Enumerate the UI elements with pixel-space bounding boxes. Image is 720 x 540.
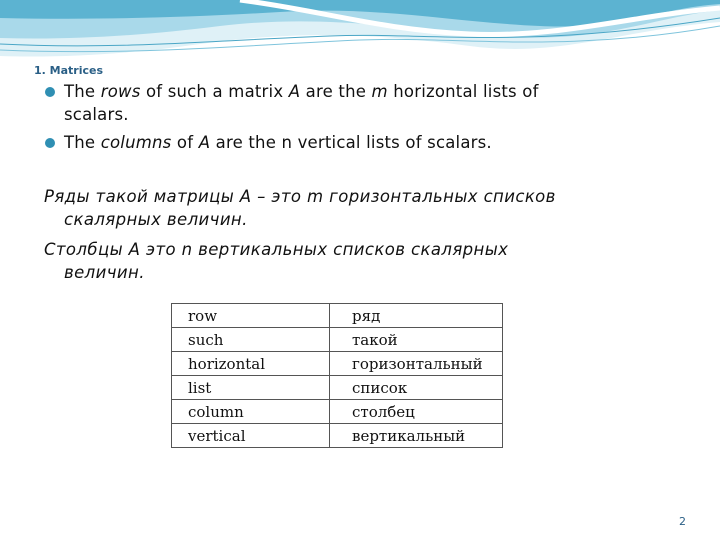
- bullet-text: scalars.: [64, 105, 129, 124]
- bullet-columns: [44, 131, 644, 154]
- bullet-text: The: [64, 133, 101, 152]
- term-rows: rows: [100, 82, 141, 101]
- english-term: such: [172, 328, 330, 352]
- russian-term: горизонтальный: [330, 352, 503, 376]
- bullet-dot-icon: [45, 138, 55, 148]
- english-term: horizontal: [172, 352, 330, 376]
- english-term: list: [172, 376, 330, 400]
- decorative-wave-banner: [0, 0, 720, 80]
- russian-term: ряд: [330, 304, 503, 328]
- bullet-list: [44, 80, 644, 159]
- table-row: [172, 352, 503, 376]
- russian-translation-rows: [44, 185, 664, 231]
- english-term: vertical: [172, 424, 330, 448]
- russian-term: столбец: [330, 400, 503, 424]
- ru-text-line: скалярных величин.: [64, 210, 248, 229]
- table-row: [172, 304, 503, 328]
- russian-translation-columns: [44, 238, 664, 284]
- var-a: A: [288, 82, 301, 101]
- bullet-text: of such a matrix: [140, 82, 289, 101]
- bullet-dot-icon: [45, 87, 55, 97]
- ru-text-line: Столбцы A это n вертикальных списков скалярных: [44, 240, 509, 259]
- russian-term: список: [330, 376, 503, 400]
- russian-term: вертикальный: [330, 424, 503, 448]
- bullet-text: are the n vertical lists of scalars.: [210, 133, 492, 152]
- english-term: row: [172, 304, 330, 328]
- var-m: m: [371, 82, 388, 101]
- table-row: [172, 424, 503, 448]
- section-title: 1. Matrices: [34, 64, 104, 77]
- var-a: A: [198, 133, 211, 152]
- term-columns: columns: [100, 133, 172, 152]
- english-term: column: [172, 400, 330, 424]
- table-row: [172, 328, 503, 352]
- vocabulary-table: [171, 303, 503, 448]
- bullet-rows: [44, 80, 644, 126]
- ru-text-line: Ряды такой матрицы A – это m горизонтальных списков: [44, 187, 556, 206]
- table-row: [172, 400, 503, 424]
- bullet-text: horizontal lists of: [387, 82, 539, 101]
- page-number: 2: [679, 515, 686, 528]
- bullet-text: are the: [300, 82, 372, 101]
- ru-text-line: величин.: [64, 263, 145, 282]
- table-row: [172, 376, 503, 400]
- russian-term: такой: [330, 328, 503, 352]
- bullet-text: The: [64, 82, 101, 101]
- bullet-text: of: [171, 133, 199, 152]
